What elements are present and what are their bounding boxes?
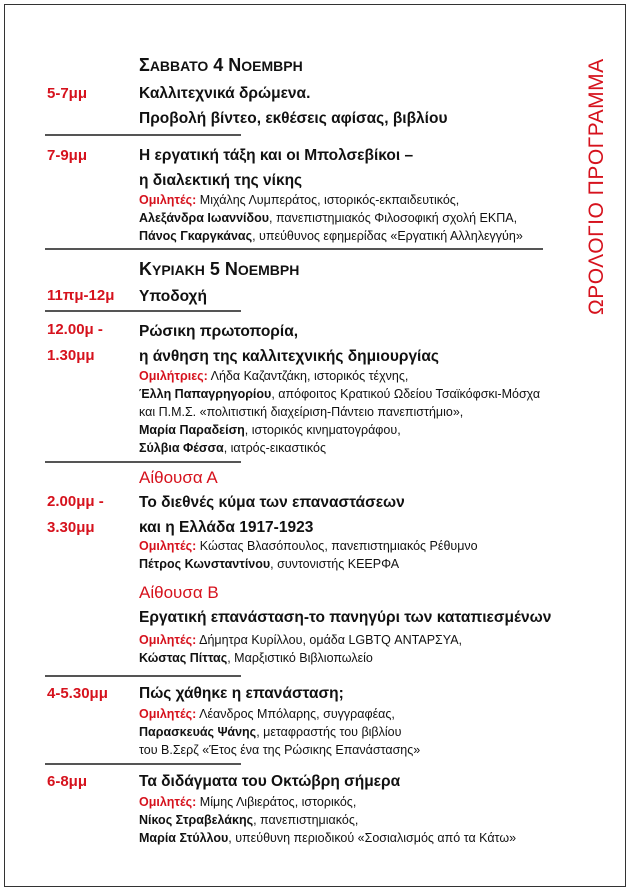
text-span <box>139 705 420 723</box>
text-span: Λέανδρος Μπόλαρης <box>199 707 317 721</box>
session-title: Πώς χάθηκε η επανάσταση; <box>139 685 344 702</box>
session-time: 11πμ-12μ <box>47 287 115 304</box>
text-span: Μιχάλης Λυμπεράτος <box>199 193 318 207</box>
text-span: , ομάδα LGBTQ ΑΝΤΑΡΣΥΑ, <box>302 633 463 647</box>
session-title <box>139 81 447 131</box>
text-span: , πανεπιστημιακός, <box>253 813 359 827</box>
hall-label: Αίθουσα Β <box>139 583 219 602</box>
text-span: , υπεύθυνος εφημερίδας «Εργατική Αλληλεγγύη» <box>252 229 523 243</box>
text-span: ΑΒΒΑΤΟ <box>149 58 209 74</box>
text-span: , Μαρξιστικό Βιβλιοπωλείο <box>227 651 373 665</box>
text-span <box>139 385 540 403</box>
text-span: του Β.Σερζ «Έτος ένα της Ρώσικης Επανάστασης» <box>139 743 421 757</box>
text-span: Κ <box>139 259 152 279</box>
text-span: Νίκος Στραβελάκης <box>139 813 254 827</box>
speakers-list <box>139 705 420 759</box>
text-span: Κώστας Βλασόπουλος <box>199 539 325 553</box>
text-span <box>139 227 523 245</box>
text-span: Δήμητρα Κυρίλλου <box>199 633 303 647</box>
text-span: Λήδα Καζαντζάκη <box>210 369 307 383</box>
text-span: , μεταφραστής του βιβλίου <box>256 725 402 739</box>
divider <box>45 248 543 250</box>
session-time: 7-9μμ <box>47 147 88 164</box>
text-span <box>139 439 540 457</box>
text-span: , πανεπιστημιακός Ρέθυμνο <box>324 539 478 553</box>
text-span: Ομιλητές: <box>139 795 197 809</box>
divider <box>45 134 241 136</box>
text-span: , ιστορικός, <box>294 795 357 809</box>
side-title-text: ΩΡΟΛΟΓΙΟ ΠΡΟΓΡΑΜΜΑ <box>585 58 608 315</box>
text-span: Ρώσικη πρωτοπορία, <box>139 323 299 340</box>
text-span: 5 <box>204 259 225 279</box>
text-span <box>139 741 420 759</box>
side-title <box>585 58 608 325</box>
text-span <box>139 631 462 649</box>
text-span: η άνθηση της καλλιτεχνικής δημιουργίας <box>139 348 439 365</box>
text-span: Καλλιτεχνικά δρώμενα. <box>139 85 311 102</box>
session-time: 6-8μμ <box>47 773 88 790</box>
text-span <box>139 367 540 385</box>
text-span <box>139 191 523 209</box>
text-span: ΟΕΜΒΡΗ <box>241 58 303 74</box>
text-span <box>139 209 523 227</box>
text-span: Σ <box>139 55 150 75</box>
text-span: , συντονιστής ΚΕΕΡΦΑ <box>270 557 400 571</box>
text-span: Προβολή βίντεο, εκθέσεις αφίσας, βιβλίου <box>139 110 448 127</box>
session-title: Υποδοχή <box>139 288 207 305</box>
text-span: η διαλεκτική της νίκης <box>139 172 303 189</box>
text-span: Σύλβια Φέσσα <box>139 441 224 455</box>
text-span: Πέτρος Κωνσταντίνου <box>139 557 271 571</box>
divider <box>45 675 241 677</box>
text-span: Έλλη Παπαγρηγορίου <box>139 387 272 401</box>
text-span: , απόφοιτος Κρατικού Ωδείου Τσαϊκόφσκι-Μόσχα <box>271 387 541 401</box>
text-span: Αλεξάνδρα Ιωαννίδου <box>139 211 270 225</box>
text-span: 12.00μ - <box>47 321 103 338</box>
session-time <box>47 489 104 541</box>
text-span: Κώστας Πίττας <box>139 651 228 665</box>
divider <box>45 310 241 312</box>
text-span: , ιστορικός κινηματογράφου, <box>244 423 401 437</box>
hall-label: Αίθουσα Α <box>139 468 218 487</box>
day-heading-saturday <box>139 53 303 78</box>
session-title: Εργατική επανάσταση-το πανηγύρι των καταπιεσμένων <box>139 609 552 626</box>
session-time: 5-7μμ <box>47 85 88 102</box>
text-span <box>139 537 478 555</box>
text-span: , ιστορικός-εκπαιδευτικός, <box>317 193 460 207</box>
text-span: Μαρία Στύλλου <box>139 831 229 845</box>
text-span: 3.30μμ <box>47 519 95 536</box>
speakers-list <box>139 367 540 457</box>
text-span: Ν <box>224 259 238 279</box>
text-span <box>139 555 478 573</box>
text-span <box>139 811 516 829</box>
text-span: και Π.Μ.Σ. «πολιτιστική διαχείριση-Πάντειο πανεπιστήμιο», <box>139 405 464 419</box>
text-span: ΟΕΜΒΡΗ <box>237 262 300 278</box>
divider <box>45 461 241 463</box>
text-span: Πάνος Γκαργκάνας <box>139 229 253 243</box>
text-span <box>139 649 462 667</box>
text-span: Μαρία Παραδείση <box>139 423 245 437</box>
text-span <box>139 829 516 847</box>
session-title <box>139 319 439 369</box>
text-span: , ιατρός-εικαστικός <box>223 441 327 455</box>
text-span: Ν <box>228 55 242 75</box>
text-span: ΥΡΙΑΚΗ <box>152 262 205 278</box>
text-span <box>139 421 540 439</box>
text-span <box>139 403 540 421</box>
day-heading-sunday <box>139 257 299 282</box>
speakers-list <box>139 191 523 245</box>
text-span: , υπεύθυνη περιοδικού «Σοσιαλισμός από τα Κάτω» <box>228 831 517 845</box>
text-span: Η εργατική τάξη και οι Μπολσεβίκοι – <box>139 147 414 164</box>
speakers-list <box>139 631 462 667</box>
text-span: Ομιλητές: <box>139 193 197 207</box>
text-span: Παρασκευάς Ψάνης <box>139 725 257 739</box>
text-span: και η Ελλάδα 1917-1923 <box>139 519 314 536</box>
text-span: Το διεθνές κύμα των επαναστάσεων <box>139 494 405 511</box>
divider <box>45 763 241 765</box>
speakers-list <box>139 537 478 573</box>
text-span: , πανεπιστημιακός Φιλοσοφική σχολή ΕΚΠΑ, <box>269 211 518 225</box>
text-span: Ομιλητές: <box>139 707 197 721</box>
program-page <box>4 4 626 887</box>
text-span: , συγγραφέας, <box>316 707 395 721</box>
text-span: Ομιλητές: <box>139 633 197 647</box>
session-time: 4-5.30μμ <box>47 685 108 702</box>
session-title <box>139 143 413 193</box>
session-time <box>47 317 103 369</box>
session-title: Τα διδάγματα του Οκτώβρη σήμερα <box>139 773 401 790</box>
text-span: Ομιλητές: <box>139 539 197 553</box>
text-span: Ομιλήτριες: <box>139 369 208 383</box>
text-span: Μίμης Λιβιεράτος <box>199 795 295 809</box>
text-span: , ιστορικός τέχνης, <box>307 369 409 383</box>
text-span: 4 <box>208 55 229 75</box>
session-title <box>139 490 405 540</box>
text-span <box>139 723 420 741</box>
text-span: 1.30μμ <box>47 347 95 364</box>
speakers-list <box>139 793 516 847</box>
text-span: 2.00μμ - <box>47 493 104 510</box>
text-span <box>139 793 516 811</box>
